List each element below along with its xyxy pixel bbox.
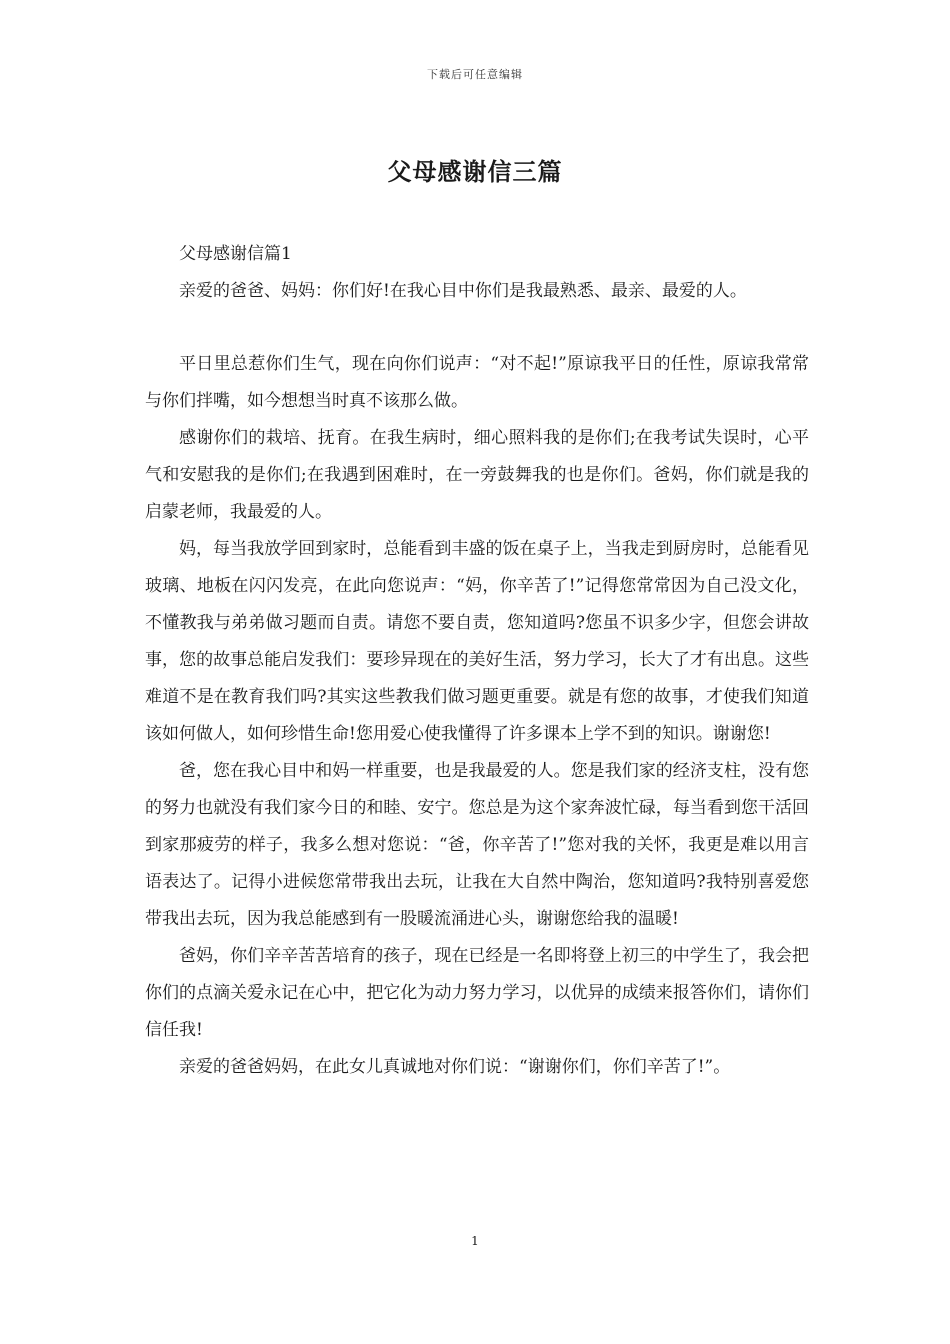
blank-line <box>145 310 809 346</box>
paragraph: 爸妈，你们辛辛苦苦培育的孩子，现在已经是一名即将登上初三的中学生了，我会把你们的点滴关爱永记在心中，把它化为动力努力学习，以优异的成绩来报答你们，请你们信任我! <box>145 946 809 1040</box>
paragraph-greeting: 亲爱的爸爸、妈妈：你们好!在我心目中你们是我最熟悉、最亲、最爱的人。 <box>179 281 747 301</box>
paragraph-closing: 亲爱的爸爸妈妈，在此女儿真诚地对你们说：“谢谢你们，你们辛苦了!”。 <box>179 1057 731 1077</box>
section-heading: 父母感谢信篇1 <box>179 244 292 264</box>
document-body <box>145 236 809 1086</box>
paragraph: 平日里总惹你们生气，现在向你们说声：“对不起!”原谅我平日的任性，原谅我常常与你们拌嘴，如今想想当时真不该那么做。 <box>145 354 809 411</box>
page-number: 1 <box>471 1234 479 1248</box>
header-note: 下载后可任意编辑 <box>427 68 523 81</box>
paragraph: 爸，您在我心目中和妈一样重要，也是我最爱的人。您是我们家的经济支柱，没有您的努力也就没有我们家今日的和睦、安宁。您总是为这个家奔波忙碌，每当看到您干活回到家那疲劳的样子，我多么想对您说：“爸，你辛苦了!”您对我的关怀，我更是难以用言语表达了。记得小进候您常带我出去玩，让我在大自然中陶治，您知道吗?我特别喜爱您带我出去玩，因为我总能感到有一股暖流涌进心头，谢谢您给我的温暖! <box>145 761 809 929</box>
paragraph: 感谢你们的栽培、抚育。在我生病时，细心照料我的是你们;在我考试失误时，心平气和安慰我的是你们;在我遇到困难时，在一旁鼓舞我的也是你们。爸妈，你们就是我的启蒙老师，我最爱的人。 <box>145 428 809 522</box>
paragraph: 妈，每当我放学回到家时，总能看到丰盛的饭在桌子上，当我走到厨房时，总能看见玻璃、地板在闪闪发亮，在此向您说声：“妈，你辛苦了!”记得您常常因为自己没文化，不懂教我与弟弟做习题而自责。请您不要自责，您知道吗?您虽不识多少字，但您会讲故事，您的故事总能启发我们：要珍异现在的美好生活，努力学习，长大了才有出息。这些难道不是在教育我们吗?其实这些教我们做习题更重要。就是有您的故事，才使我们知道该如何做人，如何珍惜生命!您用爱心使我懂得了许多课本上学不到的知识。谢谢您! <box>145 539 809 744</box>
document-title: 父母感谢信三篇 <box>387 157 563 186</box>
